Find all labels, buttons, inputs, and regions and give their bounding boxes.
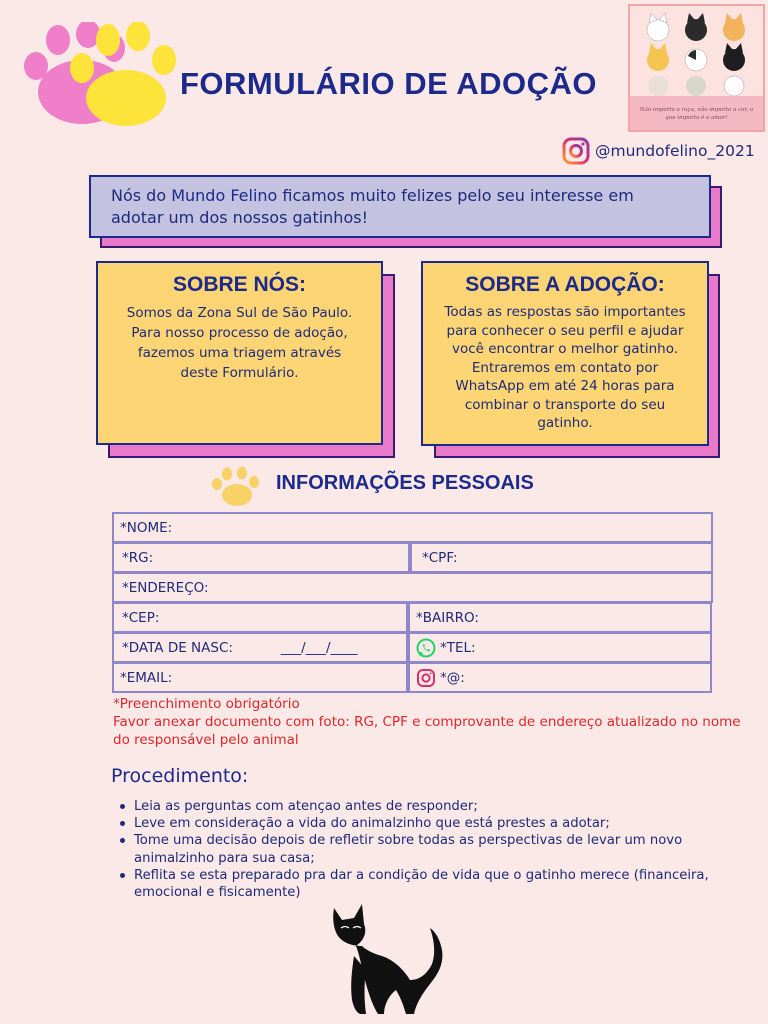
about-title: SOBRE NÓS: bbox=[172, 273, 306, 296]
birthdate-field[interactable] bbox=[112, 632, 408, 663]
brand-name: Mundo Felino bbox=[171, 186, 278, 205]
birthdate-label: *DATA DE NASC: bbox=[122, 639, 233, 656]
phone-label: *TEL: bbox=[440, 639, 476, 656]
email-label: *EMAIL: bbox=[120, 669, 173, 686]
page-title: FORMULÁRIO DE ADOÇÃO bbox=[180, 66, 597, 101]
rg-label: *RG: bbox=[122, 549, 154, 566]
neighborhood-label: *BAIRRO: bbox=[416, 609, 479, 626]
instagram-field[interactable] bbox=[408, 662, 712, 693]
instagram-icon bbox=[416, 668, 436, 688]
procedure-title: Procedimento: bbox=[111, 765, 249, 787]
adoption-card bbox=[421, 261, 709, 446]
instagram-handle: @mundofelino_2021 bbox=[595, 142, 755, 160]
name-field[interactable] bbox=[112, 512, 713, 543]
about-body: Somos da Zona Sul de São Paulo. Para nosso processo de adoção, fazemos uma triagem através deste Formulário. bbox=[126, 305, 353, 381]
address-label: *ENDEREÇO: bbox=[122, 579, 209, 596]
whatsapp-icon bbox=[416, 638, 436, 658]
phone-field[interactable] bbox=[408, 632, 712, 663]
form-notes bbox=[113, 695, 743, 749]
adoption-body: Todas as respostas são importantes para conhecer o seu perfil e ajudar você encontrar o melhor gatinho. Entraremos em contato por WhatsApp em até 24 horas para combinar o transporte do seu gatinho. bbox=[444, 304, 686, 431]
card-caption: Não importa a raça, não importa a cor, o que importa é o amor! bbox=[639, 107, 754, 121]
procedure-item: Leia as perguntas com atençao antes de responder; bbox=[118, 798, 728, 815]
procedure-item: Tome uma decisão depois de refletir sobre todas as perspectivas de levar um novo animalzinho para sua casa; bbox=[118, 832, 728, 866]
neighborhood-field[interactable] bbox=[408, 602, 712, 633]
address-field[interactable] bbox=[112, 572, 713, 603]
adoption-title: SOBRE A ADOÇÃO: bbox=[465, 273, 665, 296]
personal-info-title: INFORMAÇÕES PESSOAIS bbox=[276, 472, 534, 494]
cat-silhouette-icon bbox=[326, 900, 452, 1020]
instagram-label: *@: bbox=[440, 669, 465, 686]
cat-faces-icon bbox=[630, 6, 763, 96]
procedure-item: Leve em consideração a vida do animalzinho que está prestes a adotar; bbox=[118, 815, 728, 832]
cats-illustration-card bbox=[628, 4, 765, 132]
instagram-icon bbox=[561, 136, 591, 166]
name-label: *NOME: bbox=[120, 519, 173, 536]
cpf-field[interactable] bbox=[410, 542, 713, 573]
paw-icon bbox=[210, 466, 262, 506]
attachment-note: Favor anexar documento com foto: RG, CPF e comprovante de endereço atualizado no nome do responsável pelo animal bbox=[113, 714, 741, 748]
intro-text-after: ficamos muito felizes pelo seu interesse em adotar um dos nossos gatinhos! bbox=[111, 186, 634, 227]
birthdate-placeholder: ___/___/____ bbox=[280, 639, 358, 656]
rg-field[interactable] bbox=[112, 542, 410, 573]
intro-text-before: Nós do bbox=[111, 186, 172, 205]
cep-label: *CEP: bbox=[122, 609, 160, 626]
procedure-item: Reflita se esta preparado pra dar a condição de vida que o gatinho merece (financeira, emocional e fisicamente) bbox=[118, 867, 728, 901]
about-card bbox=[96, 261, 383, 445]
intro-box bbox=[89, 175, 711, 238]
required-note: *Preenchimento obrigatório bbox=[113, 696, 300, 712]
paw-logo-icon bbox=[22, 22, 180, 126]
instagram-link[interactable] bbox=[561, 136, 755, 166]
cep-field[interactable] bbox=[112, 602, 408, 633]
email-field[interactable] bbox=[112, 662, 408, 693]
cpf-label: *CPF: bbox=[422, 549, 458, 566]
procedure-list bbox=[118, 798, 728, 901]
